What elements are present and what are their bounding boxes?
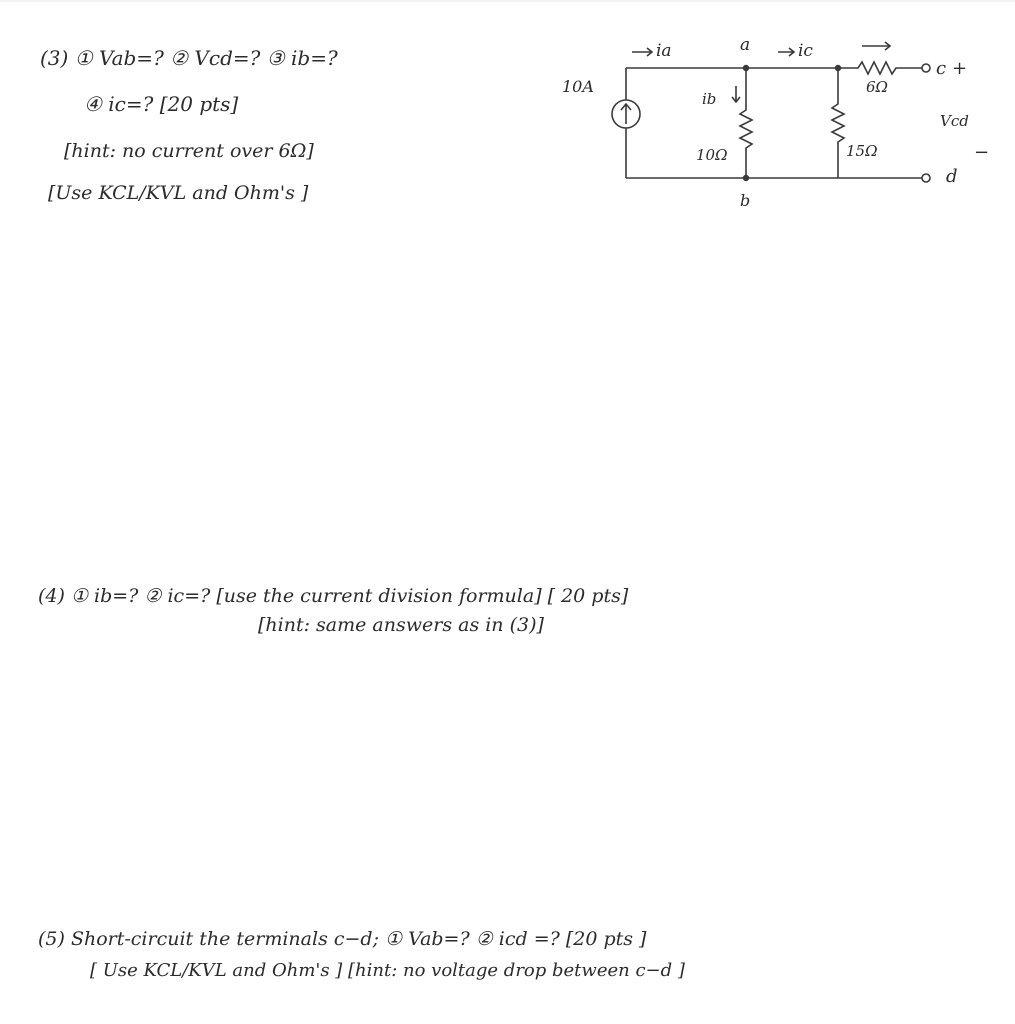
6-ohm-current-arrow-icon xyxy=(862,42,890,50)
r2-label: 15Ω xyxy=(846,142,878,160)
ib-arrow-icon xyxy=(732,86,740,102)
node-junction-dot xyxy=(836,66,841,71)
terminal-c xyxy=(922,64,930,72)
problem3-points-line: ④ ic=? [20 pts] xyxy=(84,92,239,116)
source-label: 10A xyxy=(562,77,594,96)
problem3-method-note: [Use KCL/KVL and Ohm's ] xyxy=(48,182,309,204)
node-c-label: c xyxy=(936,58,947,79)
node-d-label: d xyxy=(946,166,958,187)
node-a-dot xyxy=(744,66,749,71)
resistor-10-ohm xyxy=(740,68,752,178)
plus-label: + xyxy=(952,58,968,79)
problem4-hint: [hint: same answers as in (3)] xyxy=(258,614,544,636)
r1-label: 10Ω xyxy=(696,146,728,164)
problem3-hint: [hint: no current over 6Ω] xyxy=(64,140,314,162)
ic-arrow-icon xyxy=(778,48,794,56)
terminal-d xyxy=(922,174,930,182)
ia-arrow-icon xyxy=(632,48,652,56)
problem5-hint: [ Use KCL/KVL and Ohm's ] [hint: no voltage drop between c−d ] xyxy=(90,960,685,981)
problem3-question-line: (3) ① Vab=? ② Vcd=? ③ ib=? xyxy=(40,46,338,70)
vcd-label: Vcd xyxy=(940,112,969,130)
circuit-diagram xyxy=(560,30,1000,220)
node-b-label: b xyxy=(740,191,751,210)
node-a-label: a xyxy=(740,35,751,55)
ic-label: ic xyxy=(798,41,813,61)
r3-label: 6Ω xyxy=(866,78,888,96)
resistor-15-ohm xyxy=(832,68,844,178)
top-edge xyxy=(0,0,1015,2)
node-b-dot xyxy=(744,176,749,181)
problem5-question-line: (5) Short-circuit the terminals c−d; ① Vab=? ② icd =? [20 pts ] xyxy=(38,928,647,950)
ib-label: ib xyxy=(702,90,717,108)
resistor-6-ohm xyxy=(838,62,922,74)
ia-label: ia xyxy=(656,41,672,61)
problem4-question-line: (4) ① ib=? ② ic=? [use the current division formula] [ 20 pts] xyxy=(38,585,629,607)
minus-label: − xyxy=(974,142,990,163)
